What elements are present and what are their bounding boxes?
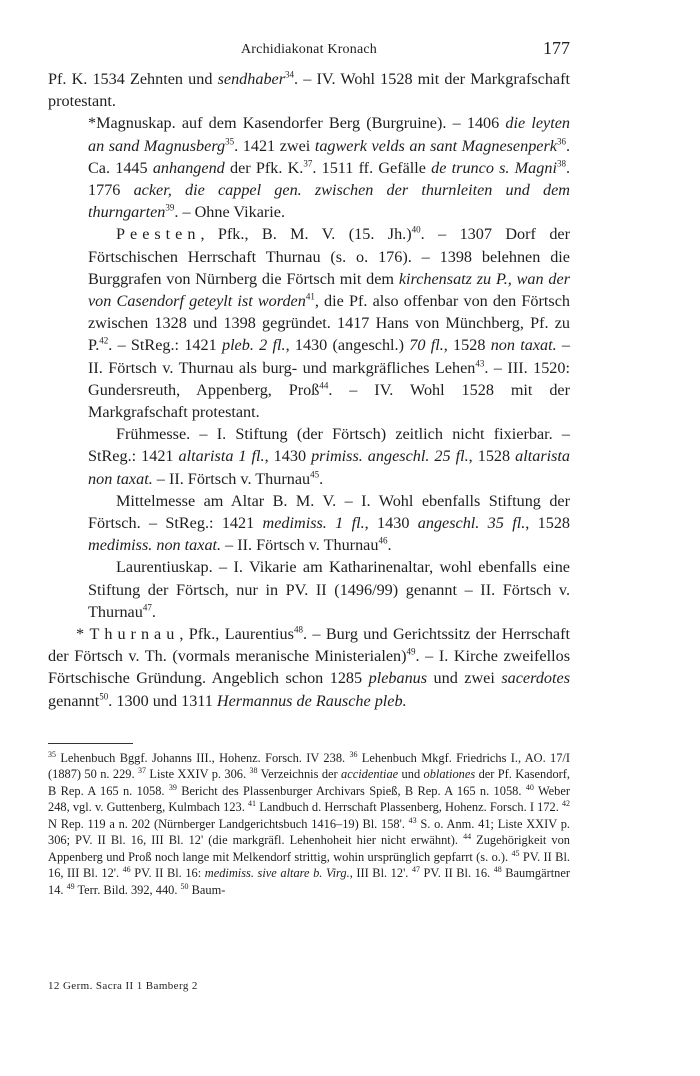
paragraph-magnuskapelle: *Magnuskap. auf dem Kasendorfer Berg (Burgruine). – 1406 die leyten an sand Magnusberg$^{35}$. 1421 zwei tagwerk velds an sant Magnesenperk$^{36}$. Ca. 1445 anhangend der Pfk. K.$^{37}$. 1511 ff. Gefälle de trunco s. Magni$^{38}$. 1776 acker, die cappel gen. zwischen der thurnleiten und dem thurngarten$^{39}$. – Ohne Vikarie.	[88, 114, 571, 222]
paragraph-kasendorf-end: Pf. K. 1534 Zehnten und sendhaber$^{34}$. – IV. Wohl 1528 mit der Markgrafschaft protestant.	[48, 69, 570, 111]
paragraph-peesten: Peesten, Pfk., B. M. V. (15. Jh.)$^{40}$. – 1307 Dorf der Förtschischen Herrschaft Thurnau (s. o. 176). – 1398 belehnen die Burggrafen von Nürnberg die Förtsch mit dem kirchensatz zu P., wan der von Casendorf geteylt ist worden$^{41}$, die Pf. also offenbar von den Förtsch zwischen 1328 und 1398 gegründet. 1417 Hans von Münchberg, Pf. zu P.$^{42}$. – StReg.: 1421 pleb. 2 fl., 1430 (angeschl.) 70 fl., 1528 non taxat. – II. Förtsch v. Thurnau als burg- und markgräfliches Lehen$^{43}$. – III. 1520: Gundersreuth, Appenberg, Proß$^{44}$. – IV. Wohl 1528 mit der Markgrafschaft protestant.	[88, 225, 571, 422]
running-head: Archidiakonat Kronach	[241, 42, 377, 57]
kasendorf-subentries	[48, 112, 570, 223]
footnotes: $^{35}$ Lehenbuch Bggf. Johanns III., Hohenz. Forsch. IV 238. $^{36}$ Lehenbuch Mkgf. Friedrichs I., AO. 17/I (1887) 50 n. 229. $^{37}$ Liste XXIV p. 306. $^{38}$ Verzeichnis der accidentiae und oblationes der Pf. Kasendorf, B Rep. A 165 n. 1058. $^{39}$ Bericht des Plassenburger Archivars Spieß, B Rep. A 165 n. 1058. $^{40}$ Weber 248, vgl. v. Guttenberg, Kulmbach 123. $^{41}$ Landbuch d. Herrschaft Plassenberg, Hohenz. Forsch. I 172. $^{42}$ N Rep. 119 a n. 202 (Nürnberger Landgerichtsbuch 1416–19) Bl. 158'. $^{43}$ S. o. Anm. 41; Liste XXIV p. 306; PV. II Bl. 16, III Bl. 12' (die markgräfl. Lehenhoheit hier nicht erwähnt). $^{44}$ Zugehörigkeit von Appenberg und Proß noch lange mit Melkendorf strittig, wohin ursprünglich gepfarrt (s. o.). $^{45}$ PV. II Bl. 16, III Bl. 12'. $^{46}$ PV. II Bl. 16: medimiss. sive altare b. Virg., III Bl. 12'. $^{47}$ PV. II Bl. 16. $^{48}$ Baumgärtner 14. $^{49}$ Terr. Bild. 392, 440. $^{50}$ Baum-	[48, 749, 571, 897]
paragraph-laurentiuskapelle: Laurentiuskap. – I. Vikarie am Katharinenaltar, wohl ebenfalls eine Stiftung der Förtsch, nur in PV. II (1496/99) genannt – II. Förtsch v. Thurnau$^{47}$.	[88, 558, 570, 621]
document-page	[48, 38, 571, 992]
main-text	[48, 68, 570, 712]
paragraph-mittelmesse: Mittelmesse am Altar B. M. V. – I. Wohl ebenfalls Stiftung der Förtsch. – StReg.: 1421 medimiss. 1 fl., 1430 angeschl. 35 fl., 1528 medimiss. non taxat. – II. Förtsch v. Thurnau$^{46}$.	[88, 491, 571, 555]
printer-signature: 12 Germ. Sacra II 1 Bamberg 2	[48, 980, 198, 992]
paragraph-thurnau: * Thurnau, Pfk., Laurentius$^{48}$. – Burg und Gerichtssitz der Herrschaft der Förtsch v. Th. (vormals meranische Ministerialen)$^{49}$. – I. Kirche zweifellos Förtschische Gründung. Angeblich schon 1285 plebanus und zwei sacerdotes genannt$^{50}$. 1300 und 1311 Hermannus de Rausche pleb.	[48, 624, 570, 710]
footnote-divider	[48, 743, 133, 744]
page-number: 177	[543, 38, 570, 58]
paragraph-fruehmesse: Frühmesse. – I. Stiftung (der Förtsch) zeitlich nicht fixierbar. – StReg.: 1421 altarista 1 fl., 1430 primiss. angeschl. 25 fl., 1528 altarista non taxat. – II. Förtsch v. Thurnau$^{45}$.	[88, 425, 571, 488]
peesten-entry	[48, 223, 570, 623]
page-header	[48, 38, 570, 68]
